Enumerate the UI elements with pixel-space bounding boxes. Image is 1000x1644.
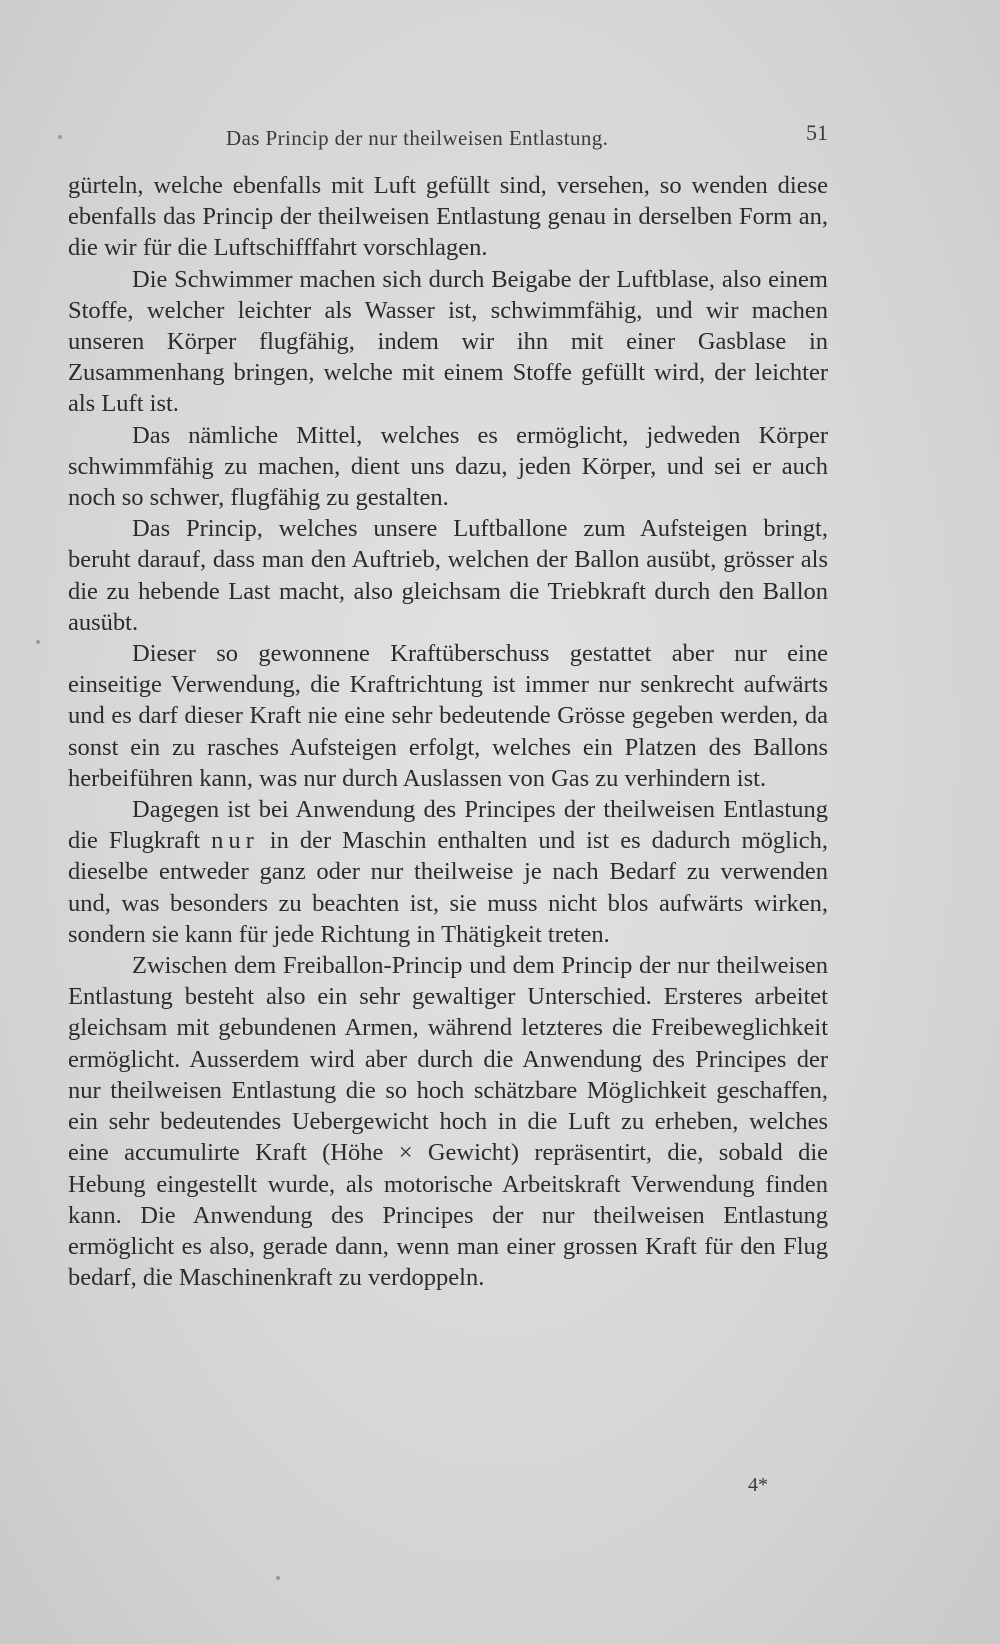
paper-speck xyxy=(276,1576,280,1580)
running-title: Das Princip der nur theilweisen Entlastung. xyxy=(226,126,609,150)
page-header xyxy=(76,118,828,154)
paragraph-6-part-2: in der Maschin enthalten und ist es dadurch möglich, dieselbe entweder ganz oder nur theilweise je nach Bedarf zu verwenden und, was besonders zu beachten ist, sie muss nicht blos aufwärts wirken, sondern sie kann für jede Richtung in Thätigkeit treten. xyxy=(68,827,828,948)
paragraph-6-part-1: Dagegen ist bei Anwendung des Principes der theilweisen Entlastung die Flugkraft xyxy=(68,796,828,855)
paper-speck xyxy=(58,135,62,139)
emphasized-word: nur xyxy=(211,827,259,855)
paragraph-1: gürteln, welche ebenfalls mit Luft gefüllt sind, versehen, so wenden diese ebenfalls das Princip der theilweisen Entlastung genau in derselben Form an, die wir für die Luftschifffahrt vorschlagen. xyxy=(68,172,828,262)
body-text xyxy=(68,170,828,1293)
page-number: 51 xyxy=(806,120,828,145)
signature-mark: 4* xyxy=(748,1474,768,1496)
paragraph-6 xyxy=(68,794,828,950)
paragraph-7: Zwischen dem Freiballon-Princip und dem Princip der nur theilweisen Entlastung besteht also ein sehr gewaltiger Unterschied. Ersteres arbeitet gleichsam mit gebundenen Armen, während letzteres die Freibeweglichkeit ermöglicht. Ausserdem wird aber durch die Anwendung des Principes der nur theilweisen Entlastung die so hoch schätzbare Möglichkeit geschaffen, ein sehr bedeutendes Uebergewicht hoch in die Luft zu erheben, welches eine accumulirte Kraft (Höhe × Gewicht) repräsentirt, die, sobald die Hebung eingestellt wurde, als motorische Arbeitskraft Verwendung finden kann. Die Anwendung des Principes der nur theilweisen Entlastung ermöglicht es also, gerade dann, wenn man einer grossen Kraft für den Flug bedarf, die Maschinenkraft zu verdoppeln. xyxy=(68,952,828,1292)
paragraph-5: Dieser so gewonnene Kraftüberschuss gestattet aber nur eine einseitige Verwendung, die Kraftrichtung ist immer nur senkrecht aufwärts und es darf dieser Kraft nie eine sehr bedeutende Grösse gegeben werden, da sonst ein zu rasches Aufsteigen erfolgt, welches ein Platzen des Ballons herbeiführen kann, was nur durch Auslassen von Gas zu verhindern ist. xyxy=(68,640,828,792)
paper-speck xyxy=(36,640,40,644)
paragraph-3: Das nämliche Mittel, welches es ermöglicht, jedweden Körper schwimmfähig zu machen, dient uns dazu, jeden Körper, und sei er auch noch so schwer, flugfähig zu gestalten. xyxy=(68,421,828,512)
paragraph-2: Die Schwimmer machen sich durch Beigabe der Luftblase, also einem Stoffe, welcher leichter als Wasser ist, schwimmfähig, und wir machen unseren Körper flugfähig, indem wir ihn mit einer Gasblase in Zusammenhang bringen, welche mit einem Stoffe gefüllt wird, der leichter als Luft ist. xyxy=(68,265,828,418)
paragraph-4: Das Princip, welches unsere Luftballone zum Aufsteigen bringt, beruht darauf, dass man den Auftrieb, welchen der Ballon ausübt, grösser als die zu hebende Last macht, also gleichsam die Triebkraft durch den Ballon ausübt. xyxy=(68,515,828,636)
